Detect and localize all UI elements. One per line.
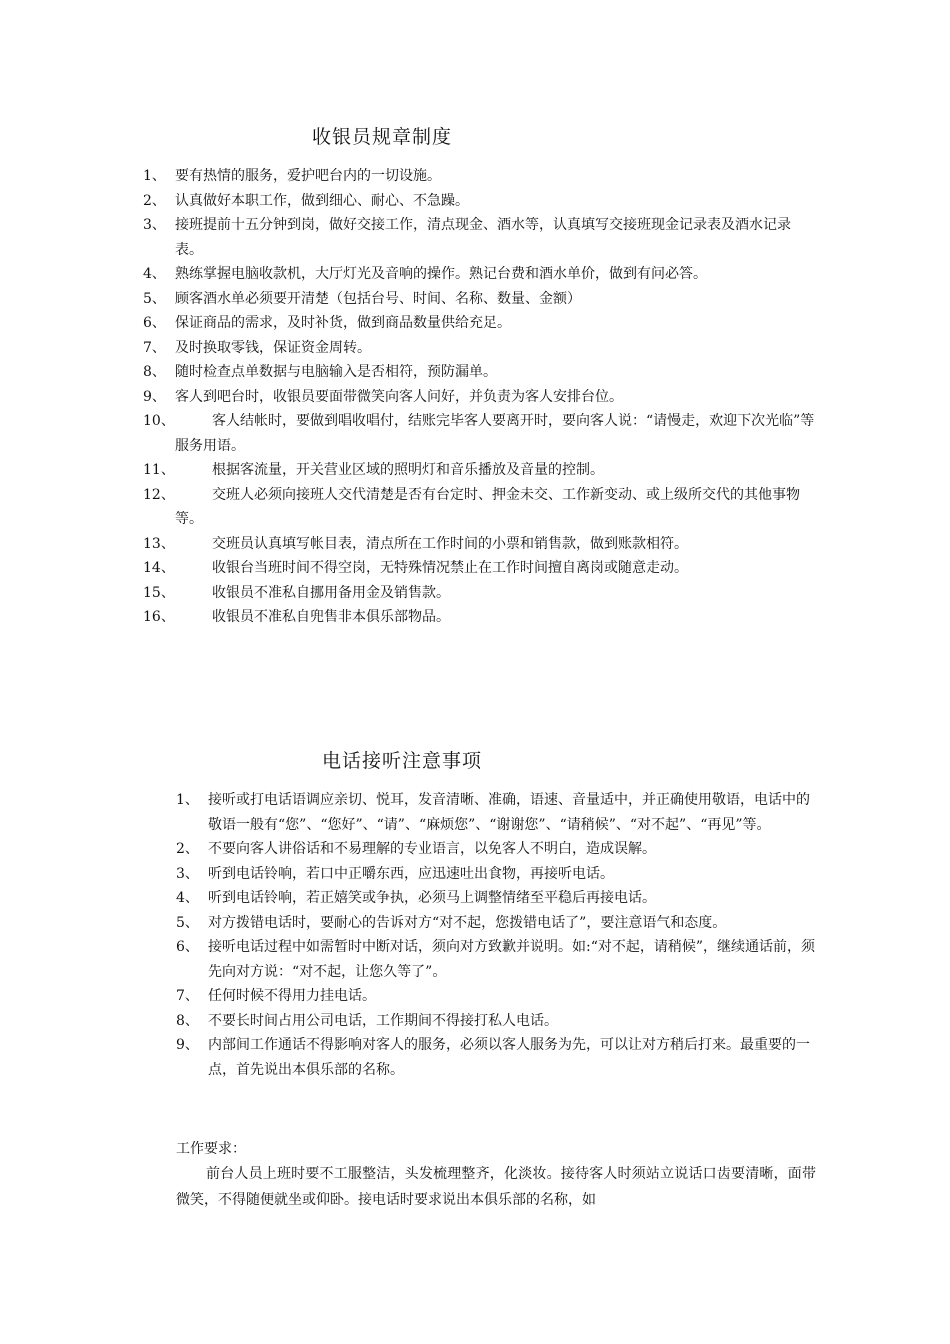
- item-number: 10、: [143, 413, 175, 429]
- list-item: [143, 213, 815, 262]
- item-text: 熟练掌握电脑收款机，大厅灯光及音响的操作。熟记台费和酒水单价，做到有问必答。: [175, 266, 707, 282]
- list-item: [176, 911, 816, 936]
- list-item: [176, 886, 816, 911]
- item-text: 收银员不准私自挪用备用金及销售款。: [212, 584, 450, 601]
- list-item: [176, 788, 816, 837]
- item-number: 5、: [143, 290, 166, 307]
- item-number: 9、: [143, 388, 166, 405]
- work-requirements-label: 工作要求：: [176, 1141, 246, 1157]
- list-item: [143, 385, 815, 410]
- list-item: [143, 311, 815, 336]
- item-text: 交班员认真填写帐目表，清点所在工作时间的小票和销售款，做到账款相符。: [212, 535, 688, 552]
- item-text: 交班人必须向接班人交代清楚是否有台定时、押金未交、工作新变动、或上级所交代的其他事物等。: [175, 486, 800, 527]
- item-number: 4、: [176, 890, 199, 906]
- item-text: 听到电话铃响，若正嬉笑或争执，必须马上调整情绪至平稳后再接电话。: [208, 890, 656, 906]
- list-item: [143, 164, 815, 189]
- item-number: 1、: [143, 168, 166, 184]
- item-number: 6、: [176, 939, 199, 955]
- list-item: [143, 360, 815, 385]
- item-number: 16、: [143, 609, 175, 625]
- item-number: 15、: [143, 584, 175, 601]
- item-text: 收银员不准私自兜售非本俱乐部物品。: [212, 609, 450, 625]
- list-item: [176, 1009, 816, 1034]
- cashier-rules-list: [143, 164, 815, 630]
- item-number: 4、: [143, 266, 166, 282]
- list-item: [143, 483, 815, 532]
- item-text: 任何时候不得用力挂电话。: [208, 988, 376, 1004]
- item-text: 保证商品的需求，及时补货，做到商品数量供给充足。: [175, 315, 511, 331]
- item-text: 听到电话铃响，若口中正嚼东西，应迅速吐出食物，再接听电话。: [208, 865, 614, 882]
- item-number: 7、: [143, 339, 166, 356]
- list-item: [143, 556, 815, 581]
- item-text: 及时换取零钱，保证资金周转。: [175, 339, 371, 356]
- item-text: 根据客流量，开关营业区域的照明灯和音乐播放及音量的控制。: [212, 462, 604, 478]
- item-number: 3、: [176, 865, 199, 882]
- list-item: [143, 458, 815, 483]
- section-title-cashier-rules: 收银员规章制度: [312, 126, 453, 148]
- item-number: 8、: [176, 1012, 199, 1029]
- item-text: 对方拨错电话时，要耐心的告诉对方“对不起，您拨错电话了”，要注意语气和态度。: [208, 914, 727, 931]
- list-item: [176, 1033, 816, 1082]
- item-number: 3、: [143, 217, 166, 233]
- item-number: 14、: [143, 560, 175, 576]
- item-text: 接听或打电话语调应亲切、悦耳，发音清晰、准确，语速、音量适中，并正确使用敬语，电话中的敬语一般有“您”、“您好”、“请”、“麻烦您”、“谢谢您”、“请稍候”、“对不起”、“再见”等。: [208, 792, 810, 833]
- item-text: 不要向客人讲俗话和不易理解的专业语言，以免客人不明白，造成误解。: [208, 841, 656, 857]
- item-text: 随时检查点单数据与电脑输入是否相符，预防漏单。: [175, 364, 497, 380]
- item-text: 客人到吧台时，收银员要面带微笑向客人问好，并负责为客人安排台位。: [175, 388, 623, 405]
- item-text: 认真做好本职工作，做到细心、耐心、不急躁。: [175, 192, 469, 209]
- item-number: 13、: [143, 535, 175, 552]
- item-number: 7、: [176, 988, 199, 1004]
- item-text: 内部间工作通话不得影响对客人的服务，必须以客人服务为先，可以让对方稍后打来。最重要的一点，首先说出本俱乐部的名称。: [208, 1037, 810, 1078]
- list-item: [143, 262, 815, 287]
- item-number: 9、: [176, 1037, 199, 1053]
- list-item: [143, 581, 815, 606]
- item-number: 5、: [176, 914, 199, 931]
- list-item: [176, 837, 816, 862]
- list-item: [143, 336, 815, 361]
- list-item: [143, 287, 815, 312]
- item-text: 接班提前十五分钟到岗，做好交接工作，清点现金、酒水等，认真填写交接班现金记录表及酒水记录表。: [175, 217, 791, 258]
- item-number: 11、: [143, 462, 175, 478]
- section-title-phone-etiquette: 电话接听注意事项: [322, 750, 483, 772]
- item-number: 12、: [143, 486, 175, 503]
- item-text: 要有热情的服务，爱护吧台内的一切设施。: [175, 168, 441, 184]
- list-item: [143, 189, 815, 214]
- list-item: [176, 984, 816, 1009]
- list-item: [176, 935, 816, 984]
- item-number: 8、: [143, 364, 166, 380]
- item-text: 客人结帐时，要做到唱收唱付，结账完毕客人要离开时，要向客人说：“请慢走，欢迎下次光临”等服务用语。: [175, 413, 815, 454]
- list-item: [143, 409, 815, 458]
- item-text: 不要长时间占用公司电话，工作期间不得接打私人电话。: [208, 1012, 558, 1029]
- item-number: 2、: [176, 841, 199, 857]
- list-item: [143, 532, 815, 557]
- list-item: [143, 605, 815, 630]
- item-text: 收银台当班时间不得空岗，无特殊情况禁止在工作时间擅自离岗或随意走动。: [212, 560, 688, 576]
- item-number: 1、: [176, 792, 199, 808]
- work-requirements-paragraph: 前台人员上班时要不工服整洁，头发梳理整齐，化淡妆。接待客人时须站立说话口齿要清晰，面带微笑，不得随便就坐或仰卧。接电话时要求说出本俱乐部的名称，如: [176, 1166, 816, 1208]
- item-number: 6、: [143, 315, 166, 331]
- item-text: 接听电话过程中如需暂时中断对话，须向对方致歉并说明。如:“对不起，请稍候”，继续通话前，须先向对方说：“对不起，让您久等了”。: [208, 939, 816, 980]
- item-text: 顾客酒水单必须要开清楚（包括台号、时间、名称、数量、金额）: [175, 290, 581, 307]
- list-item: [176, 862, 816, 887]
- item-number: 2、: [143, 192, 166, 209]
- phone-etiquette-list: [176, 788, 816, 1082]
